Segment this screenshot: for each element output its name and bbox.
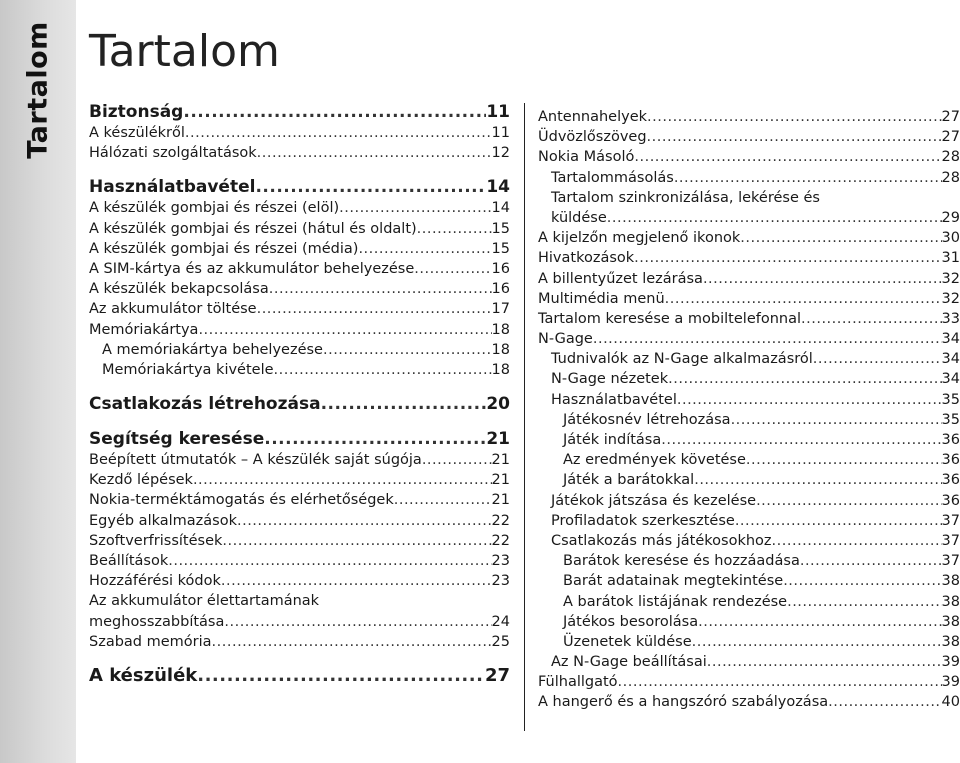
toc-page-number: 32 [941, 270, 960, 287]
toc-entry-title: A készülék gombjai és részei (hátul és oldalt) [89, 220, 417, 237]
dot-leader [422, 450, 492, 470]
toc-page-number: 18 [491, 341, 510, 358]
toc-entry-title: N-Gage nézetek [551, 371, 669, 388]
toc-entry[interactable] [538, 349, 960, 369]
toc-page-number: 22 [491, 512, 510, 529]
dot-leader [618, 672, 942, 692]
toc-entry-title: Játékok játszása és kezelése [551, 492, 757, 509]
toc-entry-title: A SIM-kártya és az akkumulátor behelyezése [89, 260, 415, 277]
toc-entry-title: A készülék bekapcsolása [89, 281, 269, 298]
toc-entry-title: Használatbavétel [551, 391, 677, 408]
toc-entry-title: A készülék gombjai és részei (elöl) [89, 200, 340, 217]
toc-entry[interactable] [538, 592, 960, 612]
toc-page-number: 22 [491, 532, 510, 549]
toc-page-number: 11 [491, 125, 510, 141]
toc-entry-title: Beállítások [89, 553, 169, 569]
toc-entry[interactable] [538, 652, 960, 672]
toc-entry[interactable] [89, 551, 510, 571]
toc-page-number: 30 [941, 230, 960, 247]
dot-leader [198, 320, 491, 340]
toc-page-number: 21 [491, 472, 510, 489]
toc-entry-title: Beépített útmutatók – A készülék saját súgója [89, 452, 422, 469]
page-title: Tartalom [89, 26, 280, 77]
toc-entry[interactable] [89, 320, 510, 340]
dot-leader [740, 228, 941, 248]
toc-page-number: 27 [484, 664, 510, 686]
toc-page-number: 36 [941, 452, 960, 469]
toc-entry-title: Memóriakártya [89, 321, 199, 338]
toc-entry[interactable] [538, 470, 960, 490]
toc-entry-title: Játékosnév létrehozása [563, 411, 731, 428]
dot-leader [698, 612, 941, 632]
toc-entry-title: Az eredmények követése [563, 452, 746, 469]
toc-entry-title: Üdvözlőszöveg [538, 129, 647, 146]
toc-entry[interactable] [89, 490, 510, 510]
toc-entry[interactable] [89, 219, 510, 239]
toc-entry[interactable] [538, 612, 960, 632]
toc-entry-title: Fülhallgató [538, 674, 618, 691]
toc-entry[interactable] [89, 511, 510, 531]
toc-page-number: 38 [941, 593, 960, 610]
dot-leader [255, 176, 486, 198]
toc-entry[interactable] [89, 259, 510, 279]
dot-leader [665, 289, 942, 309]
toc-entry[interactable] [89, 279, 510, 299]
toc-page-number: 32 [941, 290, 960, 307]
dot-leader [358, 239, 491, 259]
toc-page-number: 39 [941, 674, 960, 691]
toc-page-number: 33 [941, 310, 960, 327]
toc-entry-title: Játék indítása [563, 432, 662, 448]
toc-entry[interactable] [538, 228, 960, 248]
toc-page-number: 14 [491, 200, 510, 217]
toc-entry-title: A hangerő és a hangszóró szabályozása [538, 694, 829, 711]
toc-page-number: 31 [941, 250, 960, 267]
toc-page-number: 38 [941, 633, 960, 650]
toc-page-number: 37 [941, 532, 960, 549]
dot-leader [692, 632, 942, 652]
dot-leader [800, 551, 942, 571]
dot-leader [224, 612, 491, 632]
toc-page-number: 38 [941, 573, 960, 590]
dot-leader [731, 410, 942, 430]
toc-entry-title: Hozzáférési kódok [89, 573, 221, 590]
toc-entry[interactable] [538, 208, 960, 228]
toc-page-number: 17 [491, 301, 510, 318]
toc-section-heading[interactable] [89, 176, 510, 198]
toc-page-number: 16 [491, 281, 510, 298]
dot-leader [394, 490, 492, 510]
section-gap [89, 652, 510, 665]
toc-entry[interactable] [89, 198, 510, 218]
sidebar-tab [0, 0, 76, 763]
toc-entry-title: Multimédia menü [538, 290, 665, 307]
toc-entry-line: Az akkumulátor élettartamának [89, 593, 320, 610]
dot-leader [257, 143, 492, 163]
toc-page-number: 18 [491, 321, 510, 338]
toc-page-number: 15 [491, 240, 510, 257]
toc-page-number: 25 [491, 633, 510, 650]
dot-leader [168, 551, 491, 571]
dot-leader [269, 279, 492, 299]
dot-leader [212, 632, 492, 652]
toc-entry[interactable] [538, 491, 960, 511]
section-gap [89, 380, 510, 393]
toc-section-heading[interactable] [89, 428, 510, 450]
toc-page-number: 21 [491, 492, 510, 509]
dot-leader [221, 571, 492, 591]
toc-entry[interactable] [538, 692, 960, 712]
toc-entry-title: A készülék [89, 664, 198, 686]
dot-leader [185, 123, 492, 143]
dot-leader [756, 491, 941, 511]
dot-leader [703, 269, 942, 289]
toc-entry-title: Nokia-terméktámogatás és elérhetőségek [89, 492, 394, 509]
toc-section-heading[interactable] [89, 393, 510, 415]
dot-leader [647, 127, 942, 147]
dot-leader [677, 390, 942, 410]
toc-entry-title: Antennahelyek [538, 109, 648, 125]
toc-page-number: 34 [941, 351, 960, 368]
toc-entry-title: Szabad memória [89, 633, 212, 650]
toc-entry-title: Játék a barátokkal [563, 472, 695, 489]
toc-entry[interactable] [89, 143, 510, 163]
toc-entry-title: Biztonság [89, 102, 184, 122]
toc-entry-title: meghosszabbítása [89, 613, 225, 630]
toc-page-number: 36 [941, 492, 960, 509]
toc-page-number: 29 [941, 209, 960, 226]
toc-entry[interactable] [538, 410, 960, 430]
dot-leader [607, 208, 942, 228]
toc-entry[interactable] [538, 531, 960, 551]
dot-leader [257, 299, 492, 319]
dot-leader [321, 393, 487, 415]
toc-page-number: 23 [491, 573, 510, 590]
toc-entry-title: A barátok listájának rendezése [563, 593, 788, 610]
toc-entry[interactable] [538, 289, 960, 309]
toc-entry[interactable] [538, 390, 960, 410]
toc-entry[interactable] [538, 269, 960, 289]
toc-entry[interactable] [538, 450, 960, 470]
dot-leader [237, 511, 492, 531]
toc-page-number: 16 [491, 260, 510, 277]
section-gap [89, 163, 510, 176]
dot-leader [264, 428, 486, 450]
toc-entry-title: Hálózati szolgáltatások [89, 145, 257, 162]
toc-page-number: 36 [941, 432, 960, 448]
toc-page-number: 34 [941, 331, 960, 348]
toc-entry[interactable] [538, 672, 960, 692]
toc-page-number: 24 [491, 613, 510, 630]
toc-entry-title: Csatlakozás más játékosokhoz [551, 532, 772, 549]
toc-page-number: 38 [941, 613, 960, 630]
dot-leader [707, 652, 942, 672]
dot-leader [668, 369, 941, 389]
toc-page-number: 37 [941, 512, 960, 529]
dot-leader [772, 531, 942, 551]
section-gap [89, 415, 510, 428]
toc-right-column [538, 107, 960, 713]
toc-entry-title: Játékos besorolása [563, 613, 699, 630]
toc-entry[interactable] [538, 551, 960, 571]
toc-page-number: 36 [941, 472, 960, 489]
dot-leader [323, 340, 492, 360]
toc-section-heading[interactable] [89, 101, 510, 123]
toc-entry[interactable] [89, 571, 510, 591]
toc-entry-title: Az N-Gage beállításai [551, 654, 707, 671]
toc-page-number: 40 [941, 694, 960, 711]
toc-entry-title: A készülékről [89, 125, 185, 141]
dot-leader [193, 470, 492, 490]
toc-entry[interactable] [89, 470, 510, 490]
toc-entry[interactable] [538, 369, 960, 389]
toc-page-number: 11 [486, 102, 510, 122]
toc-page-number: 28 [941, 149, 960, 166]
toc-entry-title: küldése [551, 209, 607, 226]
toc-page-number: 12 [491, 145, 510, 162]
toc-entry-title: Profiladatok szerkesztése [551, 512, 735, 529]
toc-entry-title: Szoftverfrissítések [89, 532, 223, 549]
toc-entry-title: A memóriakártya behelyezése [102, 341, 323, 358]
toc-entry[interactable] [538, 107, 960, 127]
toc-page-number: 27 [941, 129, 960, 146]
toc-entry[interactable] [89, 299, 510, 319]
toc-entry[interactable] [89, 531, 510, 551]
toc-entry[interactable] [89, 340, 510, 360]
dot-leader [197, 665, 485, 687]
dot-leader [783, 571, 941, 591]
toc-entry[interactable] [89, 239, 510, 259]
toc-entry-title: Memóriakártya kivétele [102, 361, 274, 378]
toc-entry[interactable] [538, 511, 960, 531]
dot-leader [183, 101, 486, 123]
toc-entry[interactable] [538, 168, 960, 188]
toc-entry-title: Nokia Másoló [538, 149, 635, 166]
toc-entry[interactable] [538, 571, 960, 591]
toc-entry-title: Kezdő lépések [89, 472, 193, 489]
toc-page-number: 23 [491, 553, 510, 569]
toc-entry-title: N-Gage [538, 331, 593, 348]
dot-leader [593, 329, 942, 349]
toc-entry-title: Barát adatainak megtekintése [563, 573, 784, 590]
toc-entry[interactable] [538, 309, 960, 329]
toc-entry[interactable] [89, 360, 510, 380]
toc-entry[interactable] [538, 632, 960, 652]
toc-entry-title: Tartalommásolás [551, 169, 674, 186]
dot-leader [674, 168, 942, 188]
toc-entry-line: Tartalom szinkronizálása, lekérése és [551, 189, 820, 206]
toc-page-number: 34 [941, 371, 960, 388]
toc-page-number: 14 [486, 177, 510, 198]
toc-entry-title: Barátok keresése és hozzáadása [563, 553, 800, 570]
toc-entry-title: A készülék gombjai és részei (média) [89, 240, 359, 257]
toc-entry-title: Csatlakozás létrehozása [89, 394, 321, 415]
dot-leader [414, 259, 491, 279]
toc-left-column [89, 101, 510, 687]
toc-entry-title: Az akkumulátor töltése [89, 301, 257, 318]
dot-leader [813, 349, 942, 369]
toc-section-heading[interactable] [89, 665, 510, 687]
toc-page-number: 39 [941, 654, 960, 671]
toc-entry-title: Egyéb alkalmazások [89, 512, 237, 529]
dot-leader [801, 309, 942, 329]
toc-page-number: 21 [486, 429, 510, 450]
toc-entry[interactable] [538, 329, 960, 349]
toc-page-number: 20 [486, 394, 510, 415]
toc-page-number: 21 [491, 452, 510, 469]
toc-entry-title: Tartalom keresése a mobiltelefonnal [538, 310, 802, 327]
toc-page-number: 35 [941, 411, 960, 428]
dot-leader [735, 511, 942, 531]
toc-entry[interactable] [538, 147, 960, 167]
toc-entry-title: Hivatkozások [538, 250, 635, 267]
toc-page-number: 28 [941, 169, 960, 186]
dot-leader [417, 219, 492, 239]
toc-page-number: 37 [941, 553, 960, 570]
toc-entry-title: Használatbavétel [89, 177, 256, 198]
toc-page-number: 18 [491, 361, 510, 378]
dot-leader [634, 248, 941, 268]
toc-entry-title: Üzenetek küldése [563, 633, 692, 650]
dot-leader [339, 198, 491, 218]
toc-entry[interactable] [538, 127, 960, 147]
toc-entry-title: A kijelzőn megjelenő ikonok [538, 230, 741, 247]
toc-entry[interactable] [538, 248, 960, 268]
dot-leader [746, 450, 942, 470]
toc-page-number: 15 [491, 220, 510, 237]
dot-leader [222, 531, 491, 551]
toc-entry[interactable] [89, 612, 510, 632]
dot-leader [647, 107, 942, 127]
dot-leader [661, 430, 941, 450]
toc-page-number: 27 [941, 109, 960, 125]
toc-entry-title: Segítség keresése [89, 429, 265, 450]
toc-entry[interactable] [538, 430, 960, 450]
dot-leader [787, 592, 941, 612]
toc-entry[interactable] [89, 450, 510, 470]
toc-entry-title: Tudnivalók az N-Gage alkalmazásról [551, 351, 813, 368]
dot-leader [634, 147, 941, 167]
toc-entry[interactable] [89, 123, 510, 143]
toc-entry[interactable] [89, 632, 510, 652]
dot-leader [828, 692, 941, 712]
dot-leader [274, 360, 492, 380]
toc-page-number: 35 [941, 391, 960, 408]
toc-entry-title: A billentyűzet lezárása [538, 270, 703, 287]
column-divider [524, 103, 525, 731]
sidebar-label: Tartalom [22, 21, 54, 159]
dot-leader [694, 470, 941, 490]
